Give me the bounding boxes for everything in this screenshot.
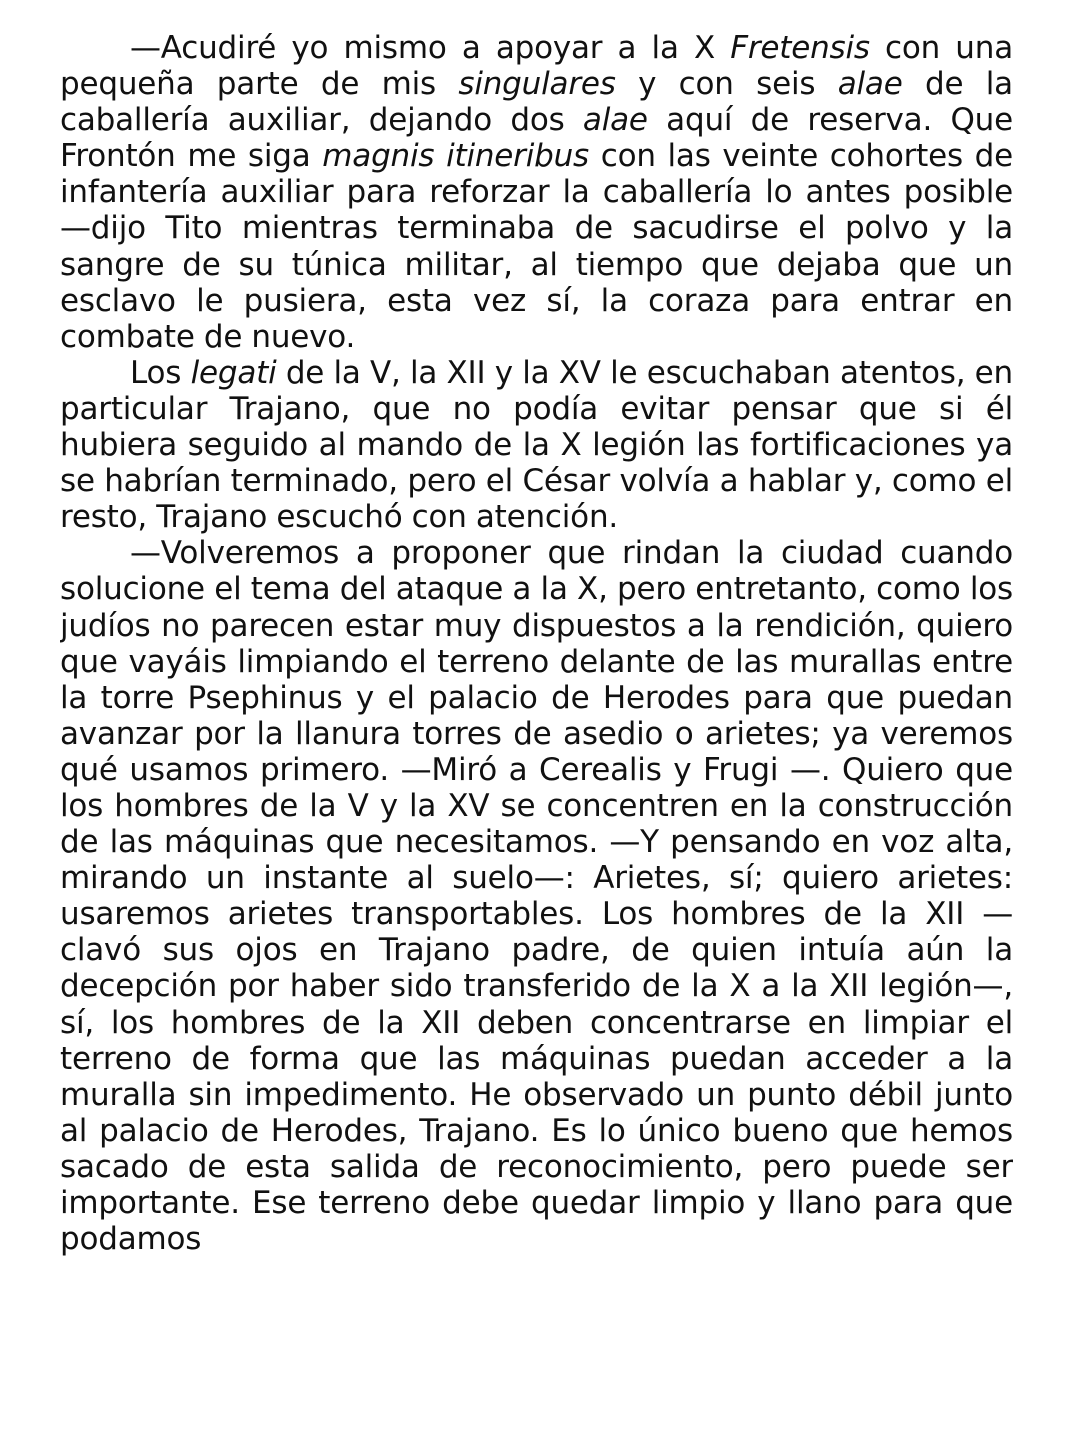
italic-term: singulares — [458, 66, 616, 103]
text-run: de la caballería auxiliar, dejando dos — [60, 66, 1013, 139]
paragraph-3 — [60, 535, 1013, 1257]
italic-term: magnis itineribus — [322, 138, 590, 175]
text-run: con las veinte cohortes de infantería auxiliar para reforzar la caballería lo antes posible —dijo Tito mientras terminaba de sacudirse el polvo y la sangre de su túnica militar, al tiempo que dejaba que un esclavo le pusiera, esta vez sí, la coraza para entrar en combate de nuevo. — [60, 138, 1013, 355]
text-run: —Acudiré yo mismo a apoyar a la X — [130, 30, 731, 66]
paragraph-1 — [60, 30, 1013, 355]
italic-term: legati — [190, 354, 277, 391]
text-run: —Volveremos a proponer que rindan la ciudad cuando solucione el tema del ataque a la X, pero entretanto, como los judíos no parecen estar muy dispuestos a la rendición, quiero que vayáis limpiando el terreno delante de las murallas entre la torre Psephinus y el palacio de Herodes para que puedan avanzar por la llanura torres de asedio o arietes; ya veremos qué usamos primero. —Miró a Cerealis y Frugi —. Quiero que los hombres de la V y la XV se concentren en la construcción de las máquinas que necesitamos. —Y pensando en voz alta, mirando un instante al suelo—: Arietes, sí; quiero arietes: usaremos arietes transportables. Los hombres de la XII —clavó sus ojos en Trajano padre, de quien intuía aún la decepción por haber sido transferido de la X a la XII legión—, sí, los hombres de la XII deben concentrarse en limpiar el terreno de forma que las máquinas puedan acceder a la muralla sin impedimento. He observado un punto débil junto al palacio de Herodes, Trajano. Es lo único bueno que hemos sacado de esta salida de reconocimiento, pero puede ser importante. Ese terreno debe quedar limpio y llano para que podamos — [60, 535, 1013, 1258]
italic-term: alae — [837, 66, 903, 103]
italic-term: Fretensis — [730, 30, 870, 66]
text-run: y con seis — [615, 66, 838, 103]
book-page — [60, 30, 1013, 1430]
text-run: de la V, la XII y la XV le escuchaban atentos, en particular Trajano, que no podía evitar pensar que si él hubiera seguido al mando de la X legión las fortificaciones ya se habrían terminado, pero el César volvía a hablar y, como el resto, Trajano escuchó con atención. — [60, 354, 1013, 536]
text-run: aquí de reserva. Que Frontón me siga — [60, 102, 1013, 175]
text-run: con una pequeña parte de mis — [60, 30, 1013, 103]
text-run: Los — [130, 354, 191, 391]
paragraph-2 — [60, 355, 1013, 535]
italic-term: alae — [582, 102, 648, 139]
